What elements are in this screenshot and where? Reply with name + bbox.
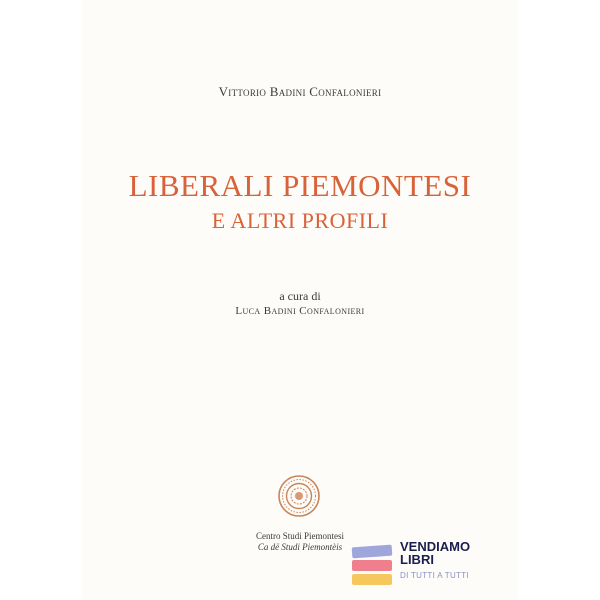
- author-name: Vittorio Badini Confalonieri: [218, 84, 382, 99]
- watermark-line-2: LIBRI: [400, 552, 434, 567]
- publisher-line-1: Centro Studi Piemontesi: [255, 531, 344, 541]
- watermark-tagline: DI TUTTI A TUTTI: [400, 571, 469, 580]
- editor-name: Luca Badini Confalonieri: [235, 305, 365, 317]
- book-subtitle: E ALTRI PROFILI: [211, 208, 389, 233]
- stacked-books-icon: [350, 540, 394, 586]
- watermark-brand: [400, 540, 470, 566]
- vendiamo-libri-watermark: [350, 538, 490, 588]
- book-title: LIBERALI PIEMONTESI: [128, 168, 472, 203]
- publisher-line-2: Ca dë Studi Piemontèis: [257, 542, 343, 552]
- publisher-seal-icon: [277, 474, 321, 518]
- curated-by-label: a cura di: [279, 289, 321, 303]
- watermark-line-1: VENDIAMO: [400, 539, 471, 554]
